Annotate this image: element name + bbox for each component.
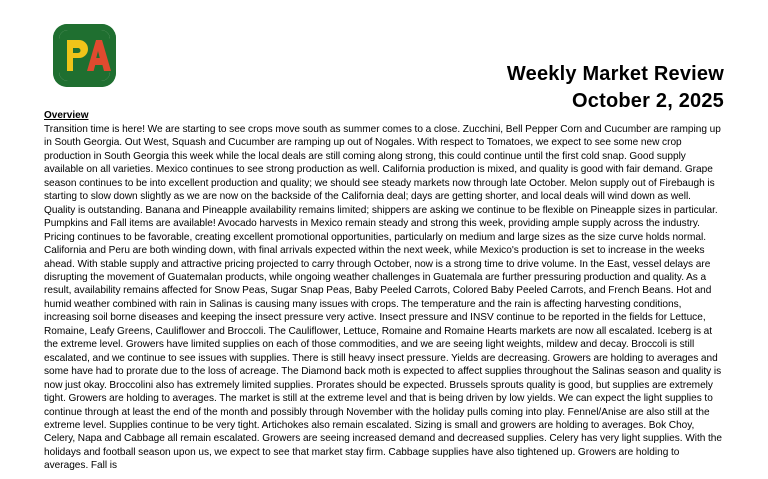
document-header xyxy=(44,0,724,112)
section-body-overview: Transition time is here! We are starting to see crops move south as summer comes to a close. Zucchini, Bell Pepper Corn and Cucumber are ramping up in South Georgia. Out West, Squash and Cucumber are ramping up out of Nogales. With respect to Tomatoes, we expect to see some new crop production in South Georgia this week while the local deals are still coming along strong, this could continue until the first cold snap. Good supply available on all varieties. Mexico continues to see strong production as well. California production is mixed, and quality is good with fair demand. Grape season continues to be into excellent production and quality; we should see steady markets now through late October. Melon supply out of Firebaugh is starting to slow down slightly as we are now on the backside of the California deal; days are getting shorter, and local deals will wind down as well. Quality is outstanding. Banana and Pineapple availability remains limited; shippers are asking we continue to be flexible on Pineapple sizes in particular. Pumpkins and Fall items are available! Avocado harvests in Mexico remain steady and strong this week, providing ample supply across the industry. Pricing continues to be favorable, creating excellent promotional opportunities, particularly on medium and large sizes as the size curve holds normal. California and Peru are both winding down, with final arrivals expected within the next week, while Mexico's production is set to increase in the weeks ahead. With stable supply and attractive pricing projected to carry through October, now is a strong time to drive volume. In the East, vessel delays are disrupting the movement of Guatemalan products, while ongoing weather challenges in Guatemala are further pressuring production and quality. As a result, availability remains affected for Snow Peas, Sugar Snap Peas, Baby Peeled Carrots, Colored Baby Peeled Carrots, and French Beans. Hot and humid weather combined with rain in Salinas is causing many issues with crops. The temperature and the rain is affecting harvesting conditions, increasing soil borne diseases and keeping the insect pressure very active. Insect pressure and INSV continue to be reported in the fields for Lettuce, Romaine, Leafy Greens, Cauliflower and Broccoli. The Cauliflower, Lettuce, Romaine and Romaine Hearts markets are now all escalated. Iceberg is at the extreme level. Growers have limited supplies on each of those commodities, and we are seeing light weights, mildew and decay. Broccoli is still escalated, and we continue to see issues with supplies. There is still heavy insect pressure. Yields are decreasing. Growers are holding to averages and some have had to prorate due to the loss of acreage. The Diamond back moth is expected to affect supplies throughout the Salinas season and quality is now just okay. Broccolini also has extremely limited supplies. Prorates should be expected. Brussels sprouts quality is good, but supplies are extremely tight. Growers are holding to averages. The market is still at the extreme level and that is being driven by low yields. We can expect the light supplies to continue through at least the end of the month and possibly through November with the holiday pulls coming into play. Fennel/Anise are also still at the extreme level. Supplies continue to be very tight. Artichokes also remain escalated. Sizing is small and growers are holding to averages. Bok Choy, Celery, Napa and Cabbage all remain escalated. Growers are seeing increased demand and decreased supplies. Celery has very light supplies. With the holidays and football season upon us, we expect to see that market stay firm. Cabbage supplies have also tightened up. Growers are holding to averages. Fall is xyxy=(44,124,723,472)
page-title: Weekly Market Review xyxy=(506,63,724,85)
section-heading-overview: Overview xyxy=(44,110,89,121)
page-date: October 2, 2025 xyxy=(572,90,724,112)
pa-logo-icon xyxy=(53,24,116,87)
title-block xyxy=(507,62,724,113)
